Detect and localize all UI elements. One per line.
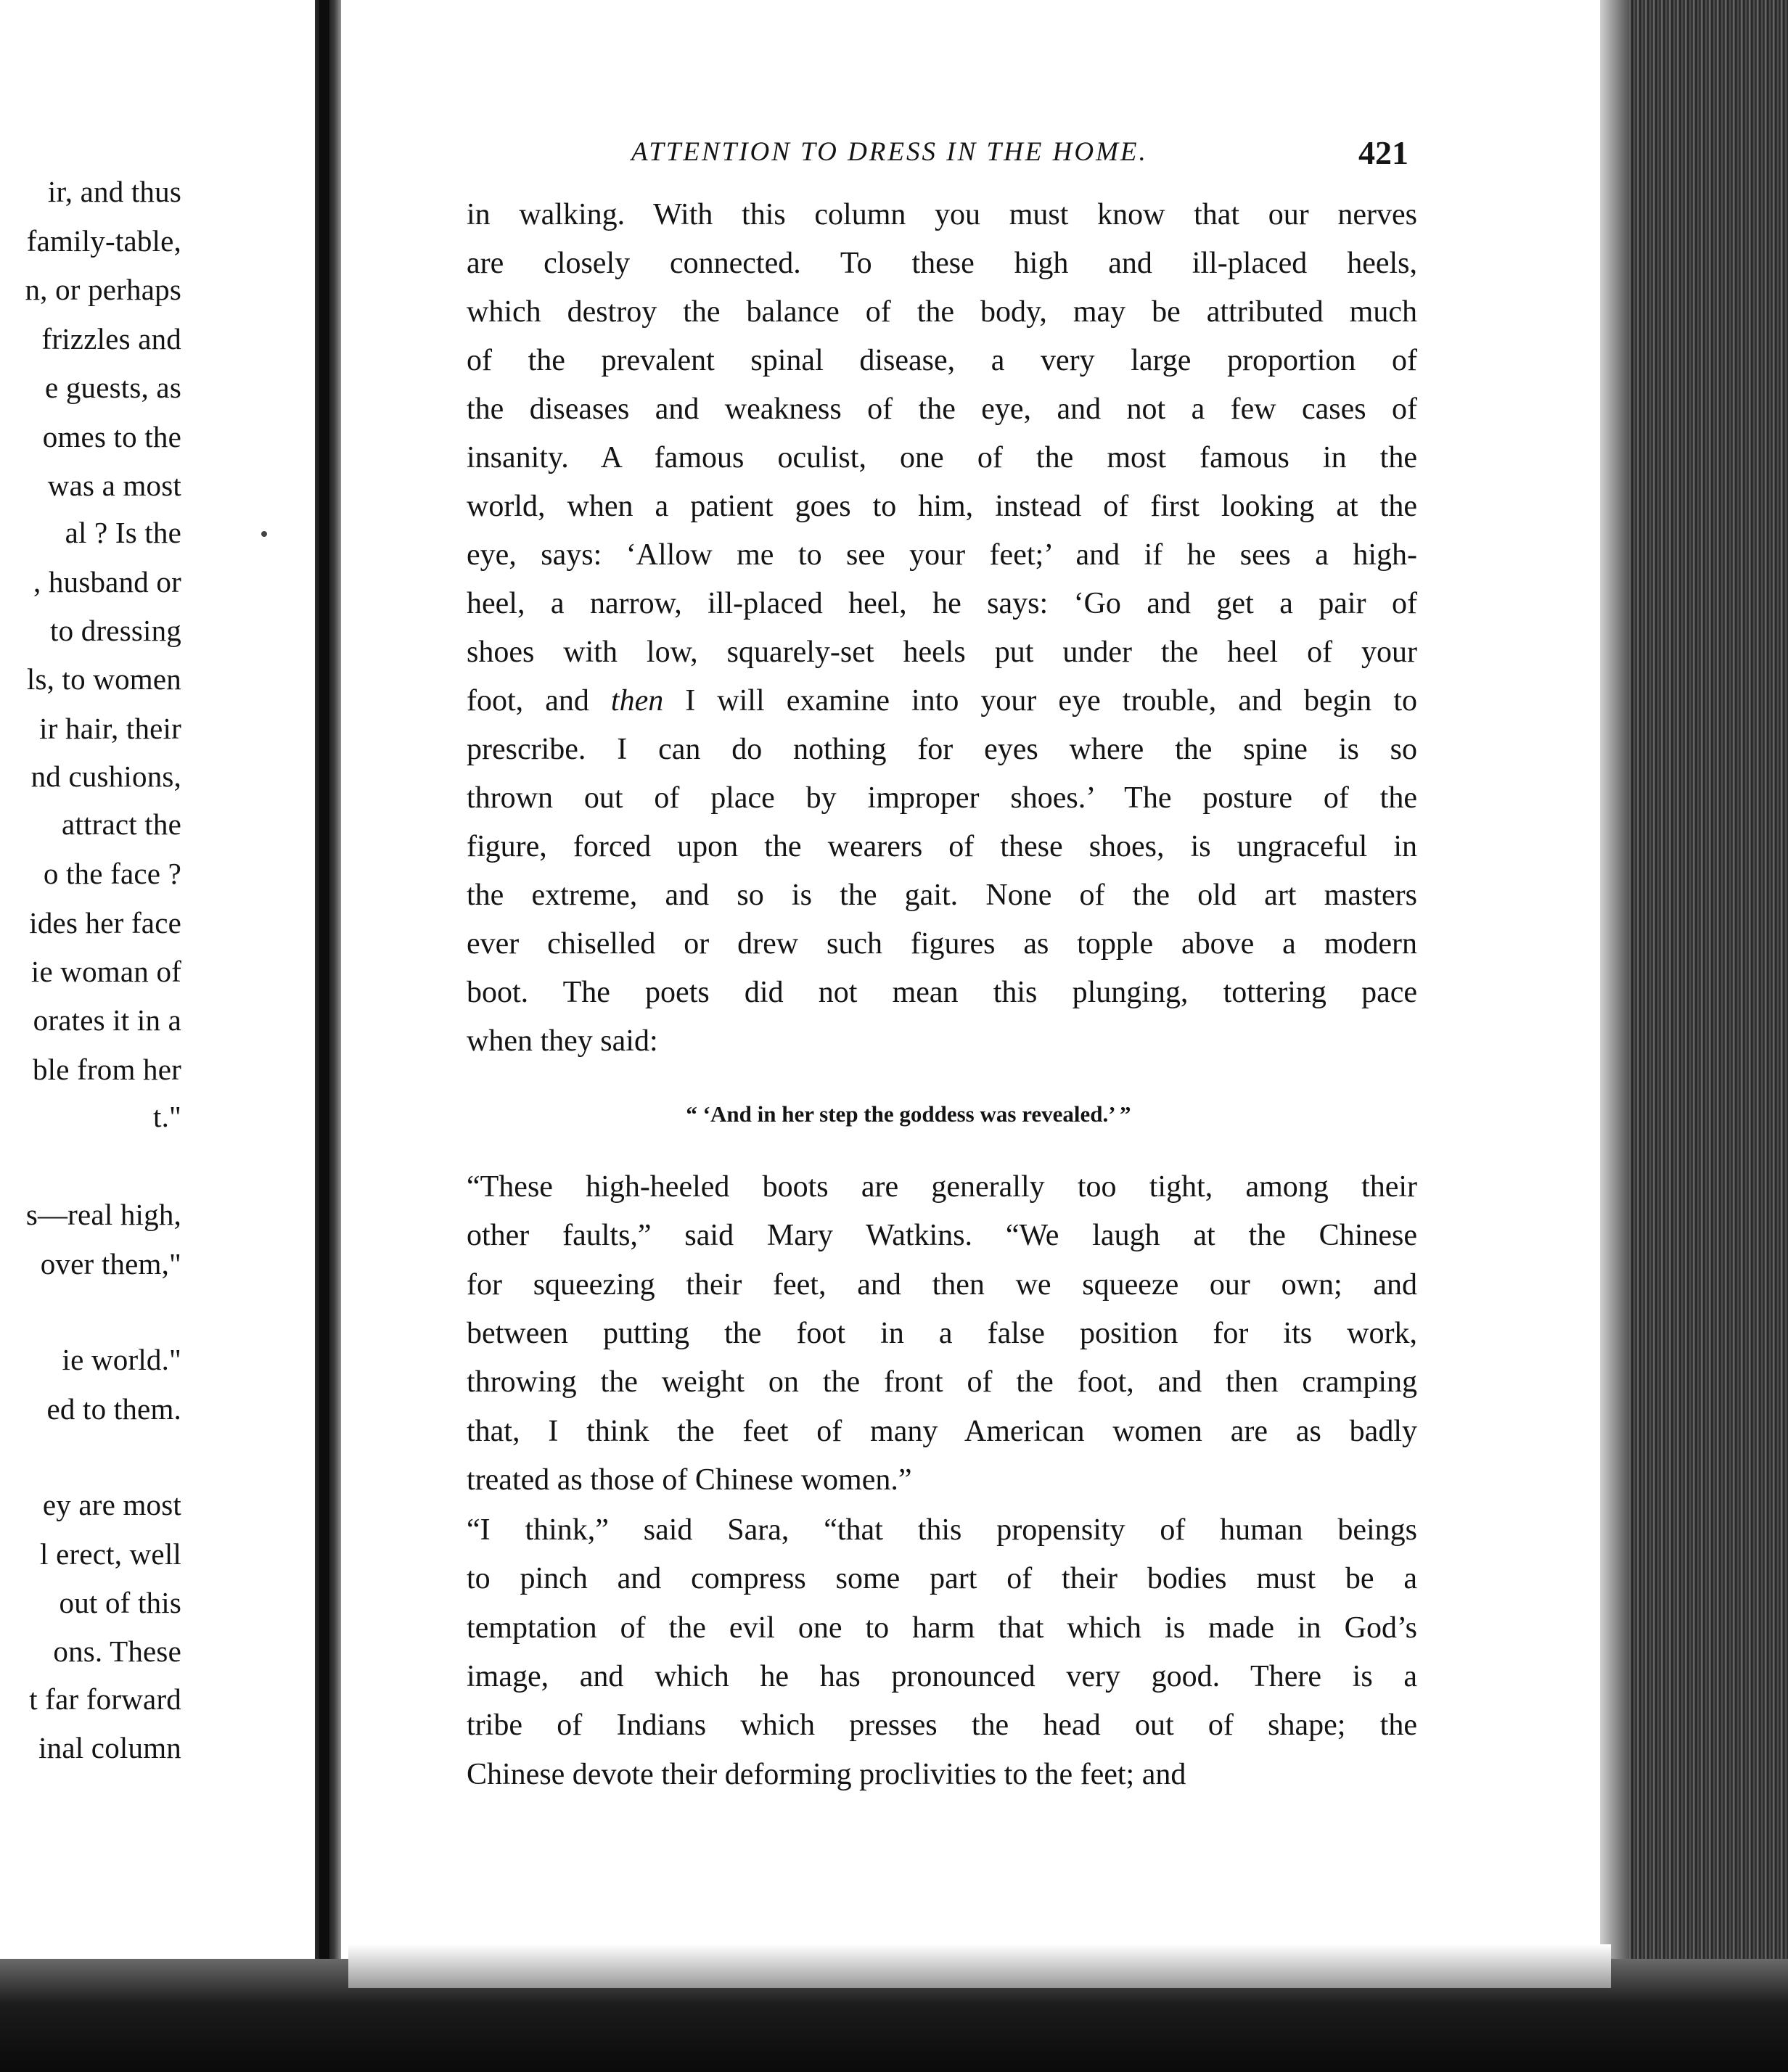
left-page-line: ed to them. (46, 1392, 181, 1426)
left-page-line: n, or perhaps (25, 273, 181, 306)
left-page-line: orates it in a (33, 1003, 181, 1037)
left-page-line: ie world." (62, 1343, 181, 1376)
left-page-line: was a most (47, 469, 181, 502)
body-text-line: foot, and then I will examine into your eye trouble, and begin to (467, 684, 1418, 718)
body-text-line: “I think,” said Sara, “that this propensity of human beings (467, 1513, 1417, 1547)
body-text-line: in walking. With this column you must know that our nerves (467, 198, 1417, 231)
left-page-line: ons. These (53, 1635, 181, 1668)
left-page (0, 0, 319, 2072)
left-page-line: inal column (38, 1731, 181, 1764)
left-page-line: ir, and thus (47, 175, 181, 208)
running-head: ATTENTION TO DRESS IN THE HOME. (631, 137, 1148, 167)
body-text-line: that, I think the feet of many American women are as badly (467, 1414, 1417, 1448)
body-text-line: which destroy the balance of the body, may be attributed much (467, 295, 1417, 329)
verse-quote: “ ‘And in her step the goddess was revealed.’ ” (686, 1101, 1131, 1127)
body-text-line: temptation of the evil one to harm that which is made in God’s (467, 1611, 1417, 1645)
body-text-line: when they said: (467, 1024, 658, 1058)
left-page-line: to dressing (50, 614, 181, 647)
body-text-line: prescribe. I can do nothing for eyes where the spine is so (467, 733, 1417, 766)
left-page-line: t far forward (29, 1682, 181, 1716)
body-text-line: ever chiselled or drew such figures as topple above a modern (467, 927, 1417, 961)
body-text-line: of the prevalent spinal disease, a very large proportion of (467, 344, 1417, 377)
page-number: 421 (1358, 134, 1408, 171)
page-bottom-edge (348, 1944, 1611, 1988)
body-text-line: for squeezing their feet, and then we squeeze our own; and (467, 1267, 1417, 1302)
emphasis-word: then (610, 684, 664, 718)
body-text-line: tribe of Indians which presses the head out of shape; the (467, 1709, 1417, 1743)
left-page-line: over them," (40, 1247, 181, 1280)
left-page-line: ble from her (32, 1053, 181, 1086)
left-page-line: ides her face (29, 906, 181, 940)
body-text-line: are closely connected. To these high and ill-placed heels, (467, 247, 1417, 280)
left-page-line: omes to the (42, 420, 181, 453)
left-page-line: ls, to women (26, 662, 181, 696)
body-text-line: heel, a narrow, ill-placed heel, he says: ‘Go and get a pair of (467, 587, 1417, 620)
body-text-line: eye, says: ‘Allow me to see your feet;’ and if he sees a high- (467, 538, 1417, 572)
body-text-line: insanity. A famous oculist, one of the most famous in the (467, 441, 1417, 474)
gutter-shadow (319, 0, 329, 2072)
left-page-line: al ? Is the (65, 516, 181, 549)
body-text-line: figure, forced upon the wearers of these shoes, is ungraceful in (467, 830, 1417, 863)
left-page-line: ey are most (42, 1488, 181, 1521)
body-text-line: treated as those of Chinese women.” (467, 1463, 912, 1497)
body-text-line: to pinch and compress some part of their bodies must be a (467, 1562, 1417, 1596)
left-page-line: nd cushions, (30, 760, 181, 793)
left-page-line: l erect, well (40, 1537, 181, 1571)
left-page-line: attract the (62, 807, 181, 841)
body-text-line: boot. The poets did not mean this plunging, tottering pace (467, 976, 1417, 1009)
body-text-line: world, when a patient goes to him, instead of first looking at the (467, 490, 1417, 523)
body-text-line: image, and which he has pronounced very good. There is a (467, 1659, 1417, 1693)
body-text-line: throwing the weight on the front of the foot, and then cramping (467, 1365, 1417, 1399)
body-text-line: the diseases and weakness of the eye, and not a few cases of (467, 392, 1417, 426)
left-page-line: out of this (59, 1586, 181, 1619)
page-edge-shade (1600, 0, 1629, 2072)
left-page-line: e guests, as (44, 371, 181, 404)
body-text-line: the extreme, and so is the gait. None of the old art masters (467, 879, 1417, 912)
left-page-line: , husband or (33, 565, 181, 599)
left-page-line: ie woman of (30, 955, 181, 988)
scan-speck (261, 531, 267, 537)
body-text-line: shoes with low, squarely-set heels put under the heel of your (467, 636, 1417, 669)
body-text-line: other faults,” said Mary Watkins. “We laugh at the Chinese (467, 1219, 1417, 1253)
body-text-line: between putting the foot in a false position for its work, (467, 1316, 1417, 1350)
body-text-line: thrown out of place by improper shoes.’ The posture of the (467, 781, 1417, 815)
left-page-line: ir hair, their (39, 712, 181, 745)
left-page-line: s—real high, (25, 1198, 181, 1231)
left-page-line: family-table, (26, 224, 181, 258)
left-page-line: t." (153, 1100, 181, 1133)
body-text-line: Chinese devote their deforming proclivities to the feet; and (467, 1757, 1186, 1791)
left-page-line: o the face ? (43, 857, 181, 890)
left-page-line: frizzles and (41, 322, 181, 355)
body-text-line: “These high-heeled boots are generally too tight, among their (467, 1170, 1417, 1204)
